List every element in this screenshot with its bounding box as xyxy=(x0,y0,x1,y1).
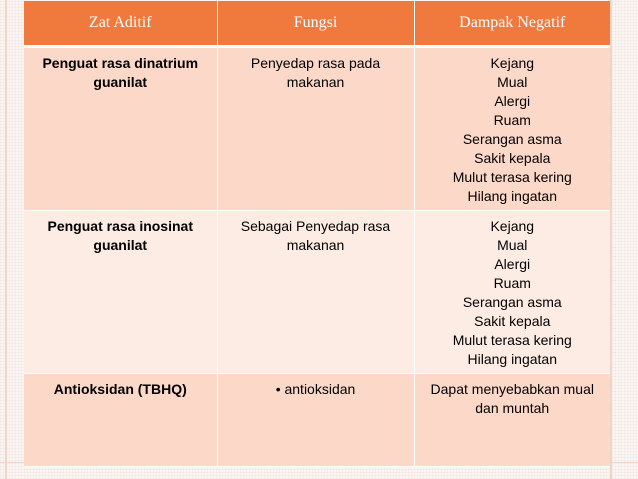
function-cell: Sebagai Penyedap rasa makanan xyxy=(217,211,414,374)
header-fungsi: Fungsi xyxy=(217,1,414,47)
effects-cell xyxy=(414,211,610,374)
effect-item: Sakit kepala xyxy=(474,313,551,329)
header-zat-aditif: Zat Aditif xyxy=(24,1,217,47)
left-margin-rule xyxy=(5,0,7,479)
effect-item: Alergi xyxy=(494,256,531,272)
effect-item: Hilang ingatan xyxy=(467,188,557,204)
effect-item: Ruam xyxy=(493,112,531,128)
additive-name-cell: Antioksidan (TBHQ) xyxy=(24,374,217,467)
effect-item: Mual xyxy=(497,237,528,253)
table-row xyxy=(24,374,610,467)
effect-item: Kejang xyxy=(490,55,535,71)
effect-item: Dapat menyebabkan mual dan muntah xyxy=(430,381,594,416)
effect-item: Serangan asma xyxy=(462,131,562,147)
table-row xyxy=(24,47,610,211)
additive-name-cell: Penguat rasa dinatrium guanilat xyxy=(24,47,217,211)
effect-item: Serangan asma xyxy=(462,294,562,310)
function-cell: • antioksidan xyxy=(217,374,414,467)
effect-item: Mulut terasa kering xyxy=(452,332,572,348)
header-row xyxy=(24,1,610,47)
effects-cell xyxy=(414,47,610,211)
effect-item: Mulut terasa kering xyxy=(452,169,572,185)
effect-item: Alergi xyxy=(494,93,531,109)
effect-item: Ruam xyxy=(493,275,531,291)
additive-name-cell: Penguat rasa inosinat guanilat xyxy=(24,211,217,374)
effect-item: Sakit kepala xyxy=(474,150,551,166)
header-dampak-negatif: Dampak Negatif xyxy=(414,1,610,47)
right-margin-rule xyxy=(610,0,612,479)
effect-item: Mual xyxy=(497,74,528,90)
effect-item: Hilang ingatan xyxy=(467,351,557,367)
effect-item: Kejang xyxy=(490,218,535,234)
function-cell: Penyedap rasa pada makanan xyxy=(217,47,414,211)
table-row xyxy=(24,211,610,374)
effects-cell xyxy=(414,374,610,467)
additive-table xyxy=(24,1,610,467)
